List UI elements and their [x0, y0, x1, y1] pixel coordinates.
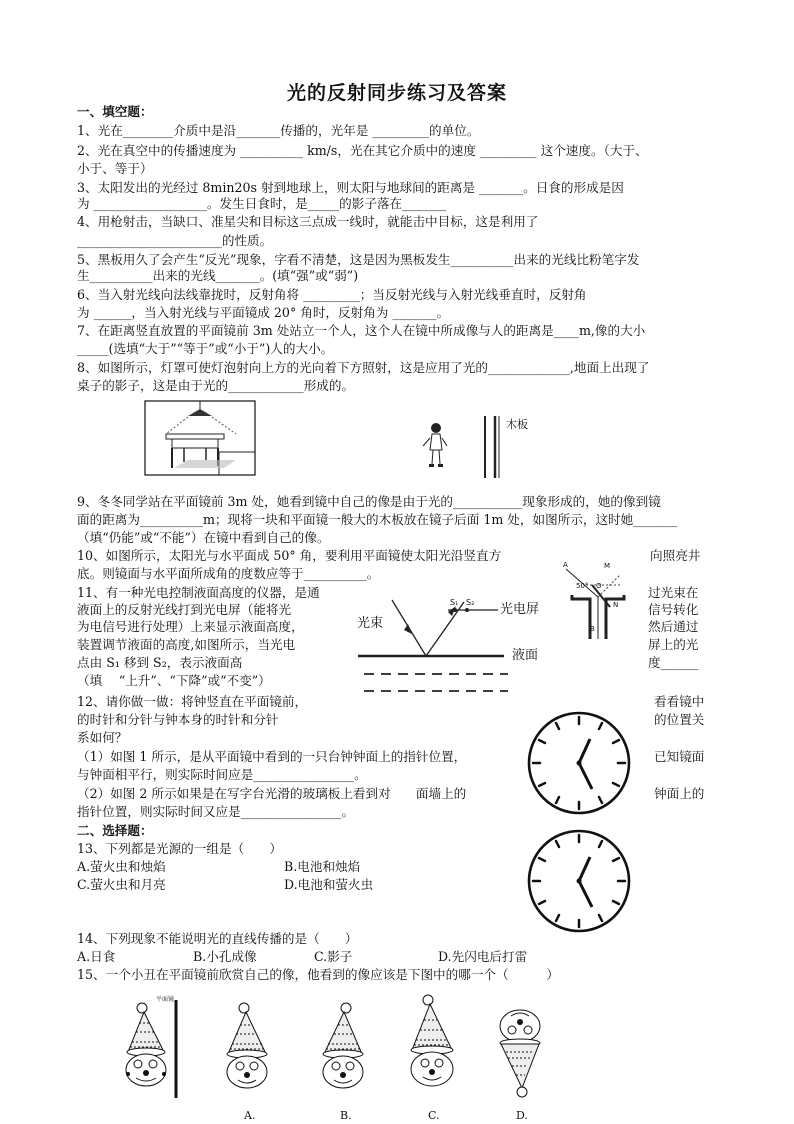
option-d-label: D.	[516, 1109, 528, 1122]
clown-option-d	[492, 1000, 552, 1104]
question-11-right2: 信号转化	[648, 602, 699, 617]
s2-label: S₂	[466, 598, 475, 607]
clock-figure-1	[526, 710, 632, 816]
question-2: 2、光在真空中的传播速度为 __________ km/s，光在其它介质中的速度 _________ 这个速度。（大于、	[77, 143, 648, 158]
question-6-cont: 为 ______，当入射光线与平面镜成 20° 角时，反射角为 _______。	[77, 305, 450, 320]
q14-option-c: C.影子	[314, 949, 353, 964]
question-11-right4: 屏上的光	[648, 637, 699, 652]
option-a-label: A.	[244, 1109, 256, 1122]
question-5-cont: 生__________出来的光线_______。(填“强”或“弱”)	[77, 268, 359, 283]
question-12-right2: 的位置关	[654, 712, 705, 727]
point-m-label: M	[604, 562, 611, 570]
question-9-cont: 面的距离为__________m；现将一块和平面镜一般大的木板放在镜子后面 1m 处，如图所示，这时她_______	[77, 512, 678, 527]
option-b-label: B.	[340, 1109, 352, 1122]
question-11: 11、有一种光电控制液面高度的仪器，是通	[77, 585, 320, 600]
question-5: 5、黑板用久了会产生“反光”现象，字看不清楚，这是因为黑板发生__________出来的光线比粉笔字发	[77, 252, 640, 267]
question-11-right1: 过光束在	[648, 585, 699, 600]
beam-label: 光束	[357, 616, 384, 631]
page-title: 光的反射同步练习及答案	[286, 82, 507, 104]
question-11-right5: 度______	[648, 655, 699, 670]
question-12-right1: 看看镜中	[654, 694, 705, 709]
question-11-cont3: 装置调节液面的高度,如图所示，当光电	[77, 637, 296, 652]
question-12-part1-right: 已知镜面	[654, 749, 705, 764]
question-7-cont: _____(选填“大于”“等于”或“小于”)人的大小。	[77, 341, 334, 356]
question-8-cont: 桌子的影子，这是由于光的____________形成的。	[77, 378, 355, 393]
question-13: 13、下列都是光源的一组是（ ）	[77, 841, 282, 856]
clown-option-c	[402, 992, 464, 1100]
liquid-label: 液面	[512, 648, 539, 663]
s1-label: S₁	[450, 598, 459, 607]
question-11-right3: 然后通过	[648, 619, 699, 634]
section-heading-fill: 一、填空题：	[77, 104, 153, 119]
clown-original-figure	[118, 992, 188, 1100]
q14-option-a: A.日食	[77, 949, 116, 964]
question-4: 4、用枪射击，当缺口、准星尖和目标这三点成一线时，就能击中目标，这是利用了	[77, 214, 539, 229]
section-heading-choice: 二、选择题：	[77, 823, 153, 838]
point-a-label: A	[563, 561, 568, 569]
question-11-cont1: 液面上的反射光线打到光电屏（能将光	[77, 602, 292, 617]
question-12-part2: （2）如图 2 所示如果是在写字台光滑的玻璃板上看到对 面墙上的	[77, 786, 467, 801]
question-1: 1、光在________介质中是沿_______传播的，光年是 _________的单位。	[77, 123, 480, 138]
question-12-cont2: 系如何？	[77, 730, 128, 745]
q14-option-d: D.先闪电后打雷	[438, 949, 528, 964]
question-3: 3、太阳发出的光经过 8min20s 射到地球上，则太阳与地球间的距离是 _______。日食的形成是因	[77, 180, 624, 195]
question-12-cont1: 的时针和分针与钟本身的时针和分针	[77, 712, 279, 727]
point-b-label: B	[590, 625, 595, 633]
question-10-right: 向照亮井	[650, 548, 701, 563]
q13-option-c: C.萤火虫和月亮	[77, 877, 166, 892]
question-8: 8、如图所示，灯罩可使灯泡射向上方的光向着下方照射，这是应用了光的_____________,地面上出现了	[77, 360, 650, 375]
mirror-label: 平面镜	[156, 996, 175, 1003]
clock-figure-2	[526, 828, 632, 934]
question-10-cont: 底。则镜面与水平面所成角的度数应等于__________。	[77, 566, 380, 581]
clown-option-a	[218, 1000, 278, 1100]
board-label: 木板	[506, 418, 528, 431]
q13-option-b: B.电池和烛焰	[284, 859, 361, 874]
question-3-cont: 为 __________________。发生日食时，是_____的影子落在_______	[77, 196, 447, 211]
q13-option-d: D.电池和萤火虫	[284, 877, 374, 892]
question-11-cont2: 为电信号进行处理）上来显示液面高度，	[77, 619, 304, 634]
question-9: 9、冬冬同学站在平面镜前 3m 处，她看到镜中自己的像是由于光的___________现象形成的，她的像到镜	[77, 494, 661, 509]
q13-option-a: A.萤火虫和烛焰	[77, 859, 166, 874]
angle-50-label: 50°	[576, 582, 589, 590]
question-12-part2-right: 钟面上的	[654, 786, 705, 801]
question-11-cont5: （填 “上升”、“下降”或“不变”）	[77, 673, 271, 688]
question-10: 10、如图所示，太阳光与水平面成 50° 角，要利用平面镜使太阳光沿竖直方	[77, 548, 502, 563]
question-9-cont2: （填“仍能”或“不能”）在镜中看到自己的像。	[77, 530, 330, 545]
lamp-table-figure	[144, 400, 256, 476]
question-12: 12、请你做一做：将钟竖直在平面镜前，	[77, 694, 308, 709]
question-15: 15、一个小丑在平面镜前欣赏自己的像，他看到的像应该是下图中的哪一个（ ）	[77, 967, 559, 982]
question-12-part1-cont: 与钟面相平行，则实际时间应是________________。	[77, 767, 367, 782]
question-11-cont4: 点由 S₁ 移到 S₂，表示液面高	[77, 655, 243, 670]
clown-option-b	[312, 1000, 372, 1100]
screen-label: 光电屏	[500, 602, 540, 617]
point-o-label: O	[596, 582, 602, 590]
question-2-cont: 小于、等于）	[77, 161, 153, 176]
option-c-label: C.	[428, 1109, 440, 1122]
question-4-cont: _______________________的性质。	[77, 233, 273, 248]
question-12-part1: （1）如图 1 所示，是从平面镜中看到的一只台钟钟面上的指针位置，	[77, 749, 467, 764]
point-n-label: N	[613, 601, 619, 609]
question-14: 14、下列现象不能说明光的直线传播的是（ ）	[77, 931, 358, 946]
q14-option-b: B.小孔成像	[193, 949, 257, 964]
question-7: 7、在距离竖直放置的平面镜前 3m 处站立一个人，这个人在镜中所成像与人的距离是____m,像的大小	[77, 323, 646, 338]
well-mirror-figure	[562, 555, 642, 641]
question-6: 6、当入射光线向法线靠拢时，反射角将 _________；当反射光线与入射光线垂直时，反射角	[77, 287, 587, 302]
question-12-part2-cont: 指针位置，则实际时间又应是________________。	[77, 804, 355, 819]
